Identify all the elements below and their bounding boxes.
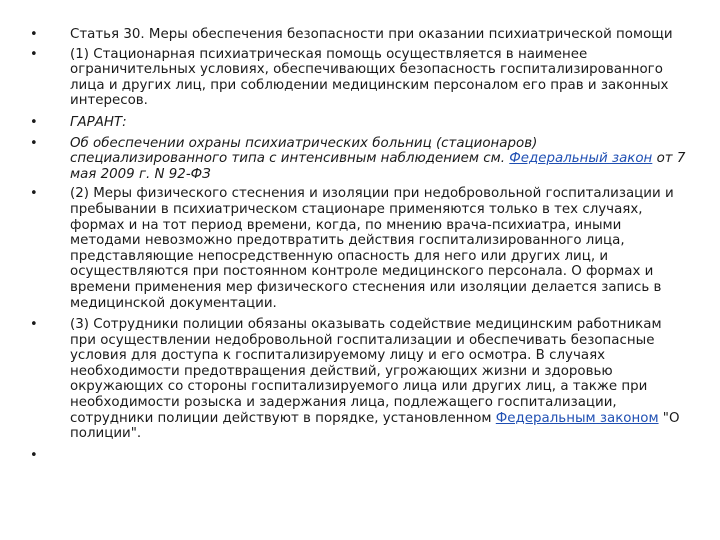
federal-law-police-link[interactable]: Федеральным законом [495, 410, 659, 426]
list-item-garant-label [30, 115, 690, 131]
paragraph-3-text-before: (3) Сотрудники полиции обязаны оказывать содействие медицинским работникам при осуществлении недобровольной госпитализации и обеспечивать безопасные условия для доступа к госпитализируемому лицу и его осмотра. В случаях необходимости предотвращения действий, угрожающих жизни и здоровью окружающих со стороны госпитализируемого лица или других лиц, а также при необходимости розыска и задержания лица, подлежащего госпитализации, сотрудники полиции действуют в порядке, установленном [70, 317, 662, 426]
list-item-empty [30, 448, 690, 463]
bullet-icon: • [30, 46, 38, 62]
bullet-icon: • [30, 135, 38, 151]
garant-text-after: от 7 мая 2009 г. N 92-ФЗ [70, 151, 686, 182]
bullet-icon: • [30, 186, 38, 202]
bullet-icon: • [30, 317, 38, 333]
bullet-icon: • [30, 27, 38, 42]
list-item-garant-note [30, 136, 690, 183]
federal-law-link[interactable]: Федеральный закон [509, 151, 653, 167]
list-item-paragraph-3 [30, 317, 690, 442]
paragraph-2-text: (2) Меры физического стеснения и изоляции при недобровольной госпитализации и пребывании в психиатрическом стационаре применяются только в тех случаях, формах и на тот период времени, когда, по мнению врача-психиатра, иными методами невозможно предотвратить действия госпитализированного лица, представляющие непосредственную опасность для него или других лиц, и осуществляются при постоянном контроле медицинского персонала. О формах и времени применения мер физического стеснения или изоляции делается запись в медицинской документации. [70, 186, 674, 311]
article-title-rest: Меры обеспечения безопасности при оказании психиатрической помощи [144, 27, 673, 42]
bullet-list [30, 27, 690, 463]
paragraph-3-text-after: "О полиции". [70, 410, 680, 442]
list-item-paragraph-1 [30, 47, 690, 109]
article-title-prefix: Статья 30. [70, 27, 145, 42]
bullet-icon: • [30, 114, 38, 130]
garant-label: ГАРАНТ: [70, 114, 127, 130]
paragraph-1-text: (1) Стационарная психиатрическая помощь осуществляется в наименее ограничительных условиях, обеспечивающих безопасность госпитализированного лица и других лиц, при соблюдении медицинским персоналом его прав и законных интересов. [70, 46, 669, 109]
list-item-title [30, 27, 690, 43]
garant-text-before: Об обеспечении охраны психиатрических больниц (стационаров) специализированного типа с интенсивным наблюдением см. [70, 135, 538, 167]
bullet-icon: • [30, 447, 38, 463]
list-item-paragraph-2 [30, 186, 690, 311]
